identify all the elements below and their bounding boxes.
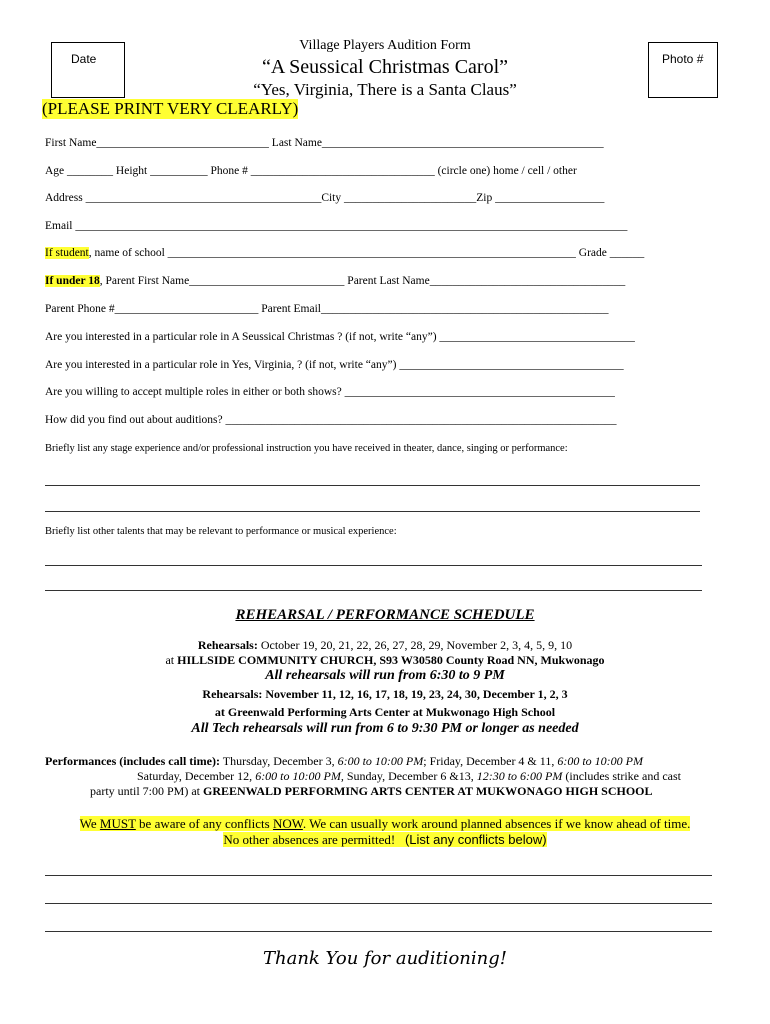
experience-line-1[interactable]: [45, 485, 700, 486]
show-title-1: “A Seussical Christmas Carol”: [261, 56, 509, 78]
experience-question: Briefly list any stage experience and/or professional instruction you have received in theater, dance, singing or performance:: [45, 443, 568, 454]
school-row[interactable]: [45, 247, 644, 259]
perf-sunday-time: 12:30 to 6:00 PM: [476, 769, 563, 783]
tech-rehearsal-times: All Tech rehearsals will run from 6 to 9:30 PM or longer as needed: [191, 721, 579, 736]
no-other-absences: [0, 832, 770, 848]
conflicts-notice: [0, 816, 770, 832]
perf-saturday: Saturday, December 12,: [137, 769, 256, 783]
org-title: Village Players Audition Form: [299, 38, 471, 53]
rehearsal-dates-2: Rehearsals: November 11, 12, 16, 17, 18, 19, 23, 24, 30, December 1, 2, 3: [202, 687, 568, 701]
role-question-seussical[interactable]: Are you interested in a particular role in A Seussical Christmas ? (if not, write “any”) __________________________________: [45, 331, 635, 343]
talents-line-2[interactable]: [45, 590, 702, 591]
rehearsal-location-1-prefix: at: [165, 653, 178, 667]
multiple-roles-question[interactable]: Are you willing to accept multiple roles in either or both shows? _______________________________________________: [45, 386, 615, 398]
rehearsal-location-1-text: HILLSIDE COMMUNITY CHURCH, S93 W30580 County Road NN, Mukwonago: [177, 653, 605, 667]
experience-line-2[interactable]: [45, 511, 700, 512]
conflicts-must: MUST: [99, 816, 136, 831]
rehearsal-dates-1-text: October 19, 20, 21, 22, 26, 27, 28, 29, November 2, 3, 4, 5, 9, 10: [257, 638, 573, 652]
if-under-18-highlight: If under 18: [45, 275, 100, 287]
schedule-title: REHEARSAL / PERFORMANCE SCHEDULE: [235, 607, 535, 623]
email-row[interactable]: Email ________________________________________________________________________________________________: [45, 220, 628, 232]
conflicts-notice-highlight: [80, 816, 691, 831]
perf-friday-time: 6:00 to 10:00 PM: [557, 754, 643, 768]
performances-line-2: [137, 769, 681, 784]
found-auditions-question[interactable]: How did you find out about auditions? ____________________________________________________________________: [45, 414, 617, 426]
parent-name-row[interactable]: [45, 275, 625, 287]
age-height-phone-row[interactable]: Age ________ Height __________ Phone # ________________________________ (circle one) home / cell / other: [45, 165, 577, 177]
role-question-virginia[interactable]: Are you interested in a particular role in Yes, Virginia, ? (if not, write “any”) _______________________________________: [45, 359, 624, 371]
conflicts-line-2[interactable]: [45, 903, 712, 904]
conflicts-absences: . We can usually work around planned absences if we know ahead of time.: [302, 816, 691, 831]
perf-friday: ; Friday, December 4 & 11,: [423, 754, 558, 768]
date-label: Date: [71, 52, 97, 66]
conflicts-now: NOW: [272, 816, 303, 831]
rehearsals-label: Rehearsals:: [197, 638, 258, 652]
conflicts-line-3[interactable]: [45, 931, 712, 932]
talents-question: Briefly list other talents that may be relevant to performance or musical experience:: [45, 526, 397, 537]
parent-contact-row[interactable]: Parent Phone #_________________________ Parent Email__________________________________________________: [45, 303, 609, 315]
performances-line-3: [90, 784, 653, 799]
perf-thursday-time: 6:00 to 10:00 PM: [337, 754, 424, 768]
perf-venue: GREENWALD PERFORMING ARTS CENTER AT MUKWONAGO HIGH SCHOOL: [203, 784, 653, 798]
performances-label: Performances (includes call time):: [45, 754, 220, 768]
rehearsal-times-1: All rehearsals will run from 6:30 to 9 PM: [265, 668, 505, 683]
performances-line-1: [45, 754, 643, 769]
perf-strike-note: (includes strike and cast: [562, 769, 681, 783]
photo-label: Photo #: [662, 52, 704, 66]
conflicts-line-1[interactable]: [45, 875, 712, 876]
rehearsal-dates-1: [0, 638, 770, 653]
if-student-highlight: If student: [45, 247, 89, 259]
rehearsal-location-2: at Greenwald Performing Arts Center at Mukwonago High School: [214, 705, 556, 719]
perf-party-note: party until 7:00 PM) at: [90, 784, 203, 798]
perf-thursday: Thursday, December 3,: [219, 754, 338, 768]
perf-saturday-time: 6:00 to 10:00 PM,: [255, 769, 344, 783]
conflicts-aware: be aware of any conflicts: [135, 816, 273, 831]
rehearsal-location-1: [0, 653, 770, 668]
thank-you: Thank You for auditioning!: [263, 948, 507, 969]
address-row[interactable]: Address _________________________________________City _______________________Zip ___________________: [45, 192, 605, 204]
name-row[interactable]: First Name______________________________ Last Name_________________________________________________: [45, 137, 604, 149]
no-other-absences-highlight: [223, 832, 546, 847]
show-title-2: “Yes, Virginia, There is a Santa Claus”: [253, 80, 517, 99]
list-conflicts-text: (List any conflicts below): [404, 832, 547, 847]
conflicts-we: We: [79, 816, 100, 831]
perf-sunday: Sunday, December 6 &13,: [343, 769, 477, 783]
school-row-text: , name of school _______________________________________________________________________ Grade ______: [88, 247, 645, 259]
talents-line-1[interactable]: [45, 565, 702, 566]
parent-name-row-text: , Parent First Name___________________________ Parent Last Name__________________________________: [99, 275, 626, 287]
no-other-absences-text: No other absences are permitted!: [223, 832, 396, 847]
print-note: (PLEASE PRINT VERY CLEARLY): [42, 99, 299, 118]
